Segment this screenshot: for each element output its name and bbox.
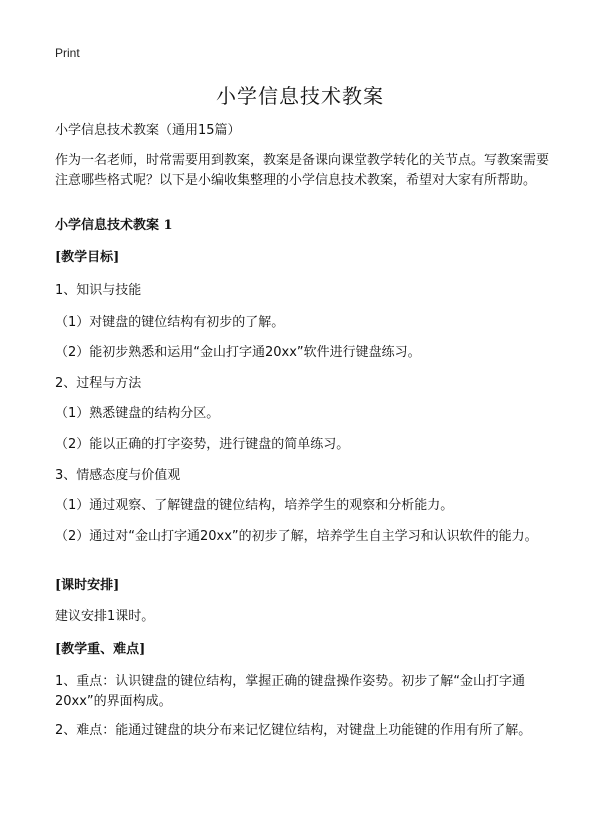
goal2-item: （1）熟悉键盘的结构分区。 <box>55 406 220 421</box>
goal1-heading: 1、知识与技能 <box>55 283 142 298</box>
print-link[interactable]: Print <box>55 46 80 60</box>
key-heading: [教学重、难点] <box>55 642 146 657</box>
intro-paragraph: 作为一名老师，时常需要用到教案，教案是备课向课堂教学转化的关节点。写教案需要注意哪些格式呢？以下是小编收集整理的小学信息技术教案，希望对大家有所帮助。 <box>55 153 550 188</box>
schedule-text: 建议安排1课时。 <box>55 609 155 624</box>
key-item: 2、难点：能通过键盘的块分布来记忆键位结构，对键盘上功能键的作用有所了解。 <box>55 723 532 738</box>
goal3-item: （2）通过对“金山打字通20xx”的初步了解，培养学生自主学习和认识软件的能力。 <box>55 529 538 544</box>
goal1-item: （1）对键盘的键位结构有初步的了解。 <box>55 315 285 330</box>
schedule-heading: [课时安排] <box>55 578 120 593</box>
goal3-item: （1）通过观察、了解键盘的键位结构，培养学生的观察和分析能力。 <box>55 498 454 513</box>
goal2-heading: 2、过程与方法 <box>55 376 142 391</box>
page-title: 小学信息技术教案 <box>216 84 384 108</box>
document-subtitle: 小学信息技术教案（通用15篇） <box>55 123 241 138</box>
goal2-item: （2）能以正确的打字姿势，进行键盘的简单练习。 <box>55 437 350 452</box>
goal1-item: （2）能初步熟悉和运用“金山打字通20xx”软件进行键盘练习。 <box>55 345 421 360</box>
key-item: 1、重点：认识键盘的键位结构，掌握正确的键盘操作姿势。初步了解“金山打字通20xx”的界面构成。 <box>55 674 526 709</box>
section-title: 小学信息技术教案 1 <box>55 218 173 233</box>
goal3-heading: 3、情感态度与价值观 <box>55 468 181 483</box>
goal-heading: [教学目标] <box>55 250 120 265</box>
